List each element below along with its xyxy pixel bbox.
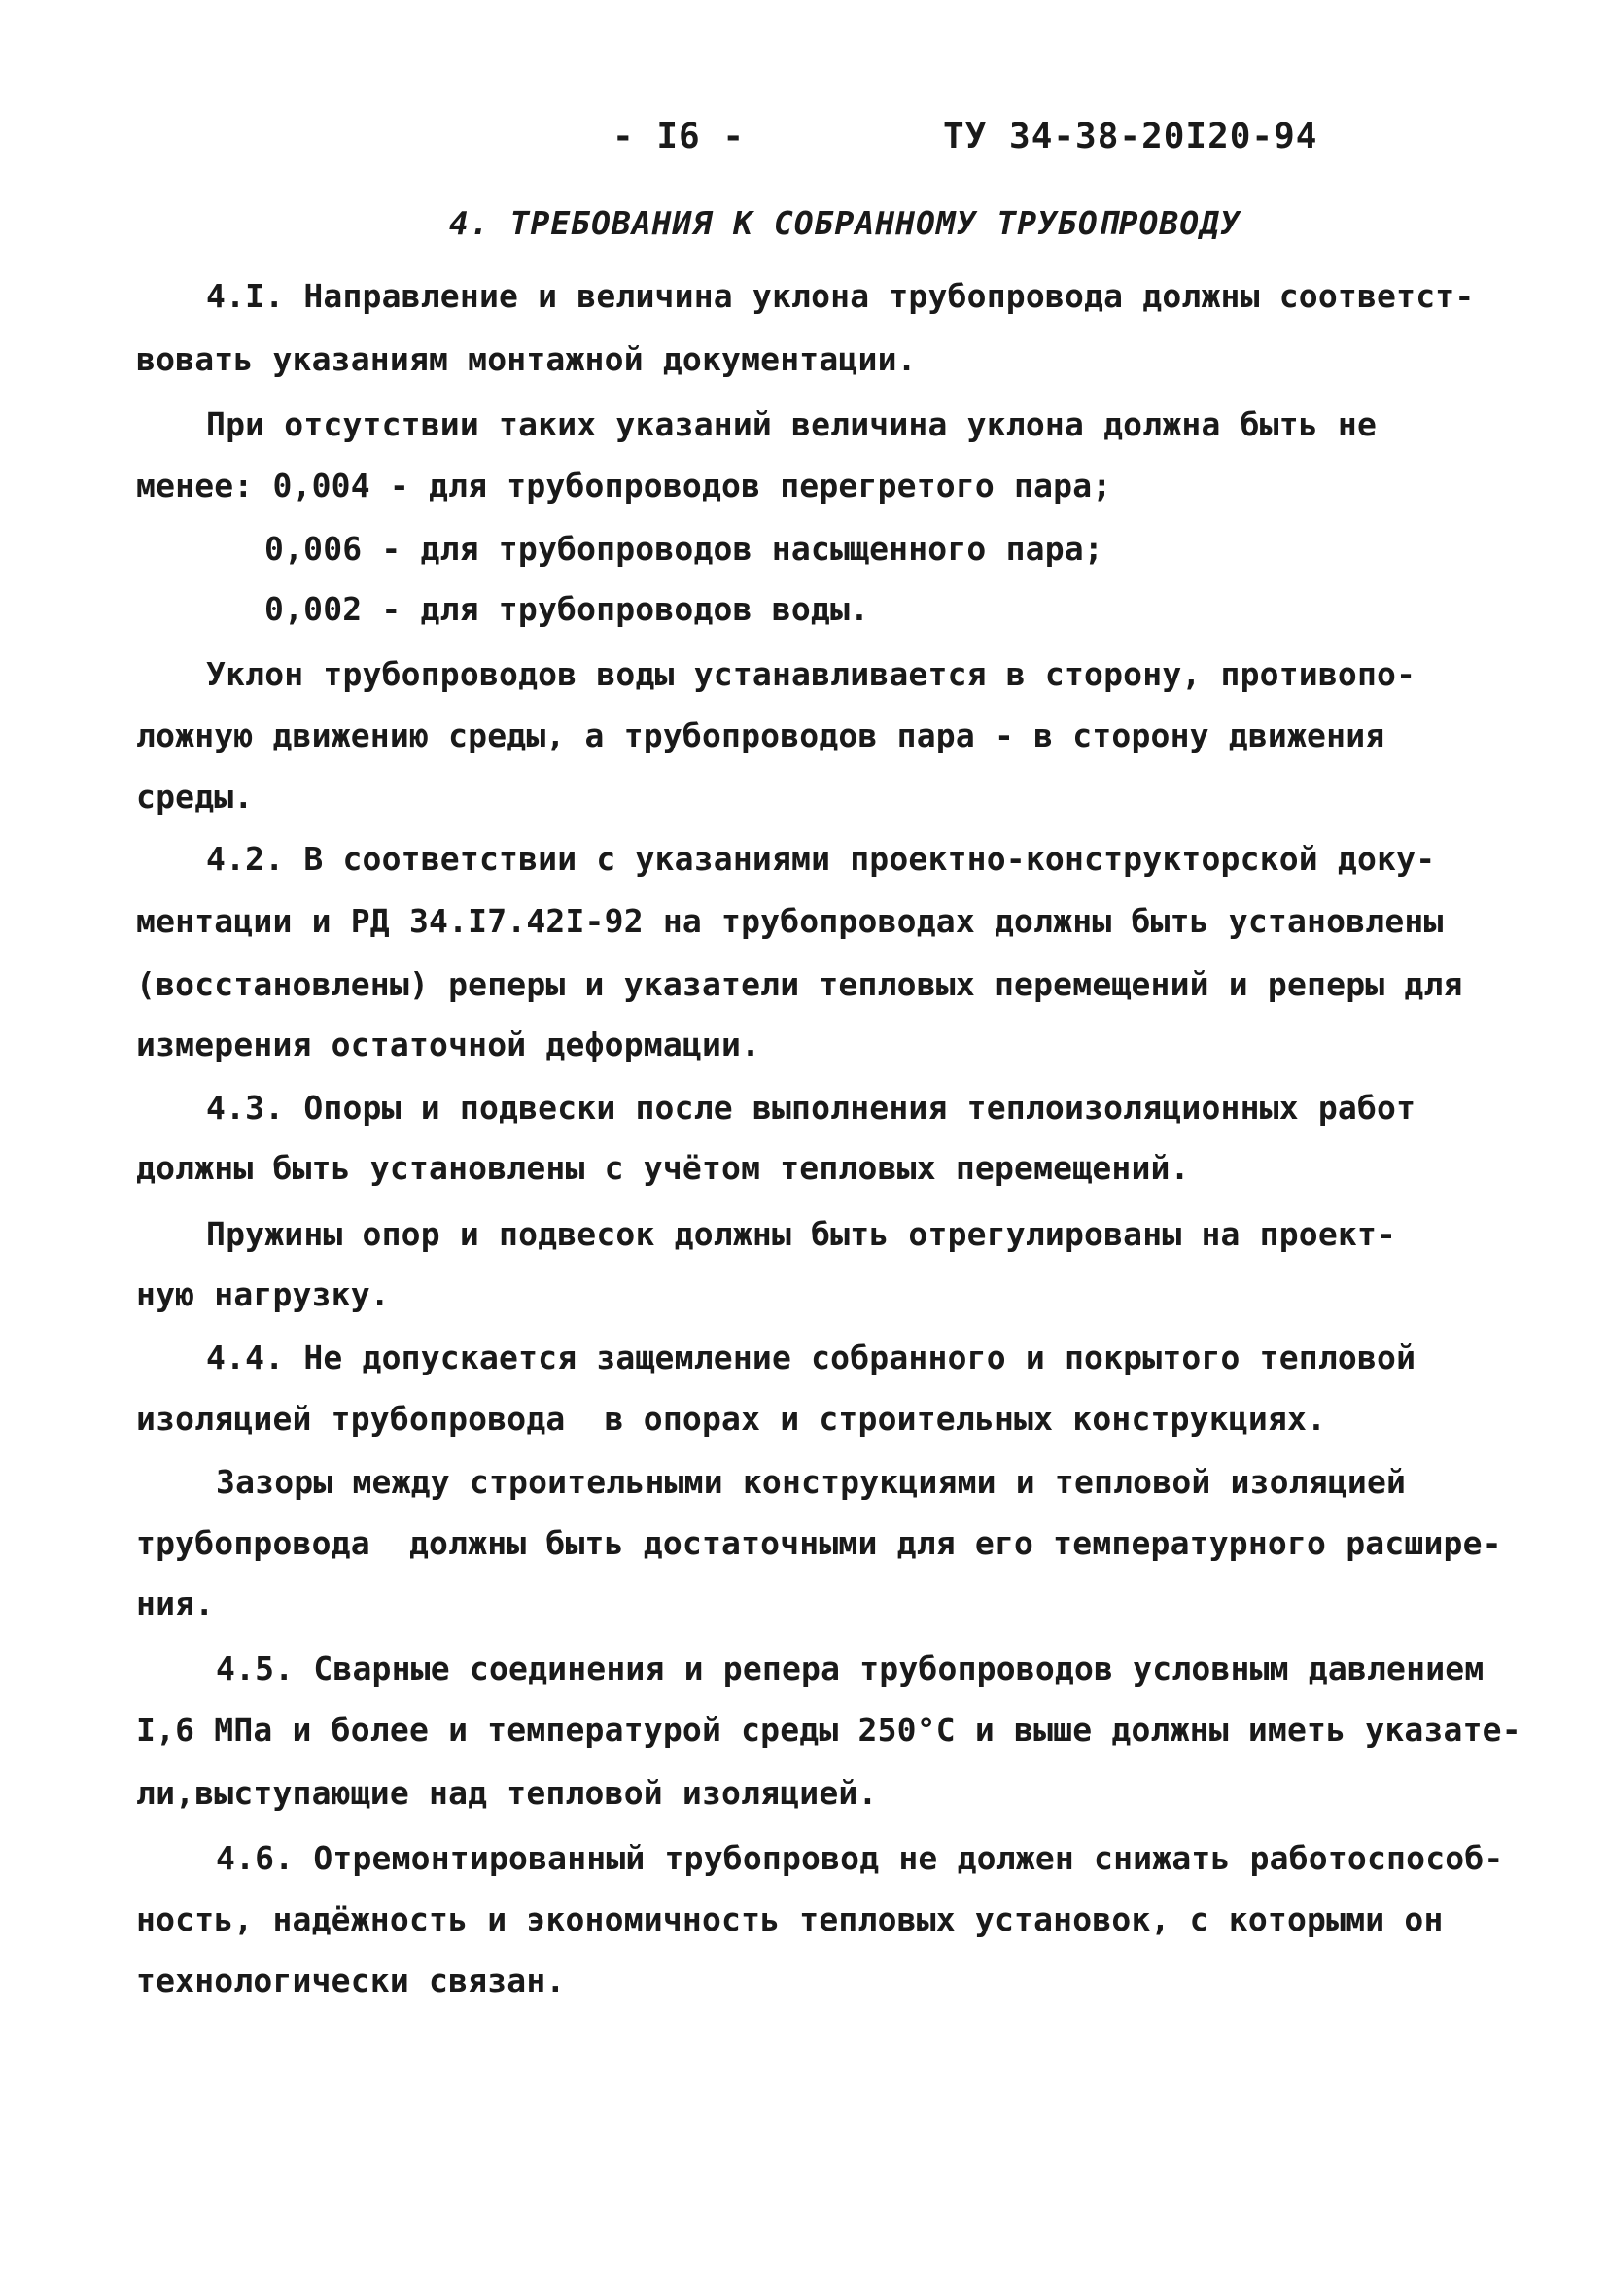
text-line: ложную движению среды, а трубопроводов пара - в сторону движения xyxy=(136,716,1385,754)
text-line: 4.I. Направление и величина уклона трубопровода должны соответст- xyxy=(206,277,1475,315)
text-line: ментации и РД 34.I7.42I-92 на трубопроводах должны быть установлены xyxy=(136,902,1444,940)
text-line: 4.6. Отремонтированный трубопровод не должен снижать работоспособ- xyxy=(216,1839,1504,1877)
text-line: 4.3. Опоры и подвески после выполнения теплоизоляционных работ xyxy=(206,1089,1416,1127)
text-line: ную нагрузку. xyxy=(136,1275,390,1313)
text-line: (восстановлены) реперы и указатели тепловых перемещений и реперы для xyxy=(136,965,1463,1003)
text-line: ность, надёжность и экономичность тепловых установок, с которыми он xyxy=(136,1900,1444,1938)
text-line: изоляцией трубопровода в опорах и строительных конструкциях. xyxy=(136,1400,1327,1438)
section-title: 4. ТРЕБОВАНИЯ К СОБРАННОМУ ТРУБОПРОВОДУ xyxy=(449,204,1241,242)
text-line: технологически связан. xyxy=(136,1962,566,2000)
page-number: - I6 - xyxy=(612,117,746,157)
page-header xyxy=(0,117,1608,175)
text-line: должны быть установлены с учётом тепловых перемещений. xyxy=(136,1149,1190,1187)
text-line: среды. xyxy=(136,778,254,816)
text-line: 0,002 - для трубопроводов воды. xyxy=(264,590,870,628)
text-line: При отсутствии таких указаний величина уклона должна быть не xyxy=(206,405,1378,443)
text-line: ли,выступающие над тепловой изоляцией. xyxy=(136,1774,878,1812)
text-line: менее: 0,004 - для трубопроводов перегретого пара; xyxy=(136,467,1112,504)
text-line: 4.4. Не допускается защемление собранного и покрытого тепловой xyxy=(206,1339,1416,1376)
text-line: трубопровода должны быть достаточными для его температурного расшире- xyxy=(136,1524,1502,1562)
text-line: Уклон трубопроводов воды устанавливается в сторону, противопо- xyxy=(206,655,1416,693)
text-line: Пружины опор и подвесок должны быть отрегулированы на проект- xyxy=(206,1215,1397,1253)
text-line: вовать указаниям монтажной документации. xyxy=(136,340,917,378)
text-line: ния. xyxy=(136,1584,215,1622)
document-code: ТУ 34-38-20I20-94 xyxy=(943,117,1318,157)
text-line: 4.5. Сварные соединения и репера трубопроводов условным давлением xyxy=(216,1650,1485,1687)
text-line: I,6 МПа и более и температурой среды 250°С и выше должны иметь указате- xyxy=(136,1711,1521,1749)
text-line: Зазоры между строительными конструкциями и тепловой изоляцией xyxy=(216,1463,1407,1501)
text-line: 0,006 - для трубопроводов насыщенного пара; xyxy=(264,530,1103,568)
text-line: 4.2. В соответствии с указаниями проектно-конструкторской доку- xyxy=(206,840,1436,878)
text-line: измерения остаточной деформации. xyxy=(136,1026,761,1063)
